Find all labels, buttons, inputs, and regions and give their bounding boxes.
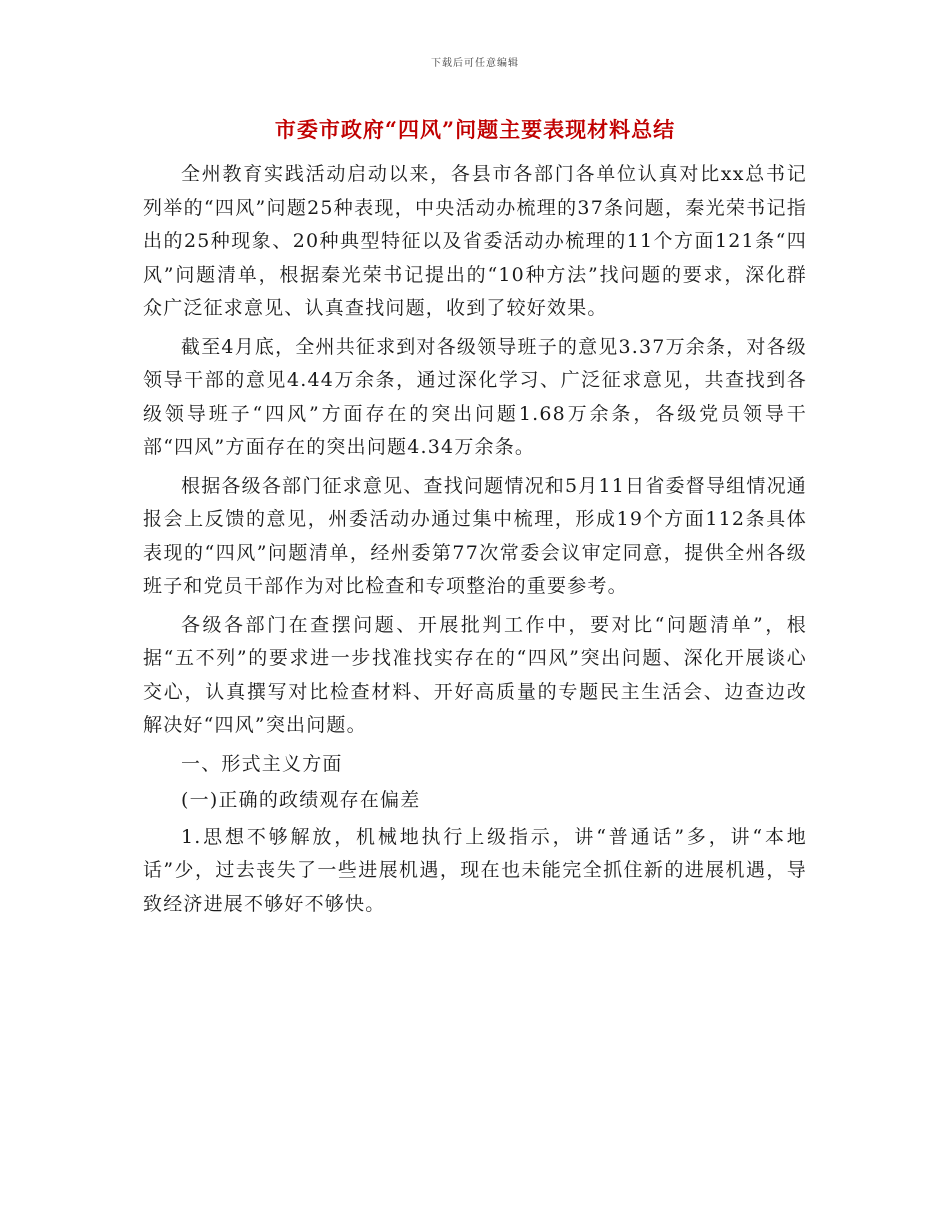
paragraph-problem-list: 根据各级各部门征求意见、查找问题情况和5月11日省委督导组情况通报会上反馈的意见，州委活动办通过集中梳理，形成19个方面112条具体表现的“四风”问题清单，经州委第77次常委会议审定同意，提供全州各级班子和党员干部作为对比检查和专项整治的重要参考。 (143, 474, 807, 597)
document-title: 市委市政府“四风”问题主要表现材料总结 (274, 117, 676, 142)
section-heading-formalism: 一、形式主义方面 (181, 752, 343, 775)
paragraph-statistics: 截至4月底，全州共征求到对各级领导班子的意见3.37万余条，对各级领导干部的意见4.44万余条，通过深化学习、广泛征求意见，共查找到各级领导班子“四风”方面存在的突出问题1.68万余条，各级党员领导干部“四风”方面存在的突出问题4.34万余条。 (143, 335, 807, 458)
subsection-heading-performance-view: (一)正确的政绩观存在偏差 (181, 789, 421, 811)
list-item-1: 1.思想不够解放，机械地执行上级指示，讲“普通话”多，讲“本地话”少，过去丧失了一些进展机遇，现在也未能完全抓住新的进展机遇，导致经济进展不够好不够快。 (143, 825, 807, 915)
paragraph-intro: 全州教育实践活动启动以来，各县市各部门各单位认真对比xx总书记列举的“四风”问题25种表现，中央活动办梳理的37条问题，秦光荣书记指出的25种现象、20种典型特征以及省委活动办梳理的11个方面121条“四风”问题清单，根据秦光荣书记提出的“10种方法”找问题的要求，深化群众广泛征求意见、认真查找问题，收到了较好效果。 (143, 163, 807, 319)
paragraph-requirements: 各级各部门在查摆问题、开展批判工作中，要对比“问题清单”，根据“五不列”的要求进一步找准找实存在的“四风”突出问题、深化开展谈心交心，认真撰写对比检查材料、开好高质量的专题民主生活会、边查边改解决好“四风”突出问题。 (143, 613, 807, 736)
header-note: 下载后可任意编辑 (431, 58, 519, 69)
document-body (143, 158, 807, 926)
